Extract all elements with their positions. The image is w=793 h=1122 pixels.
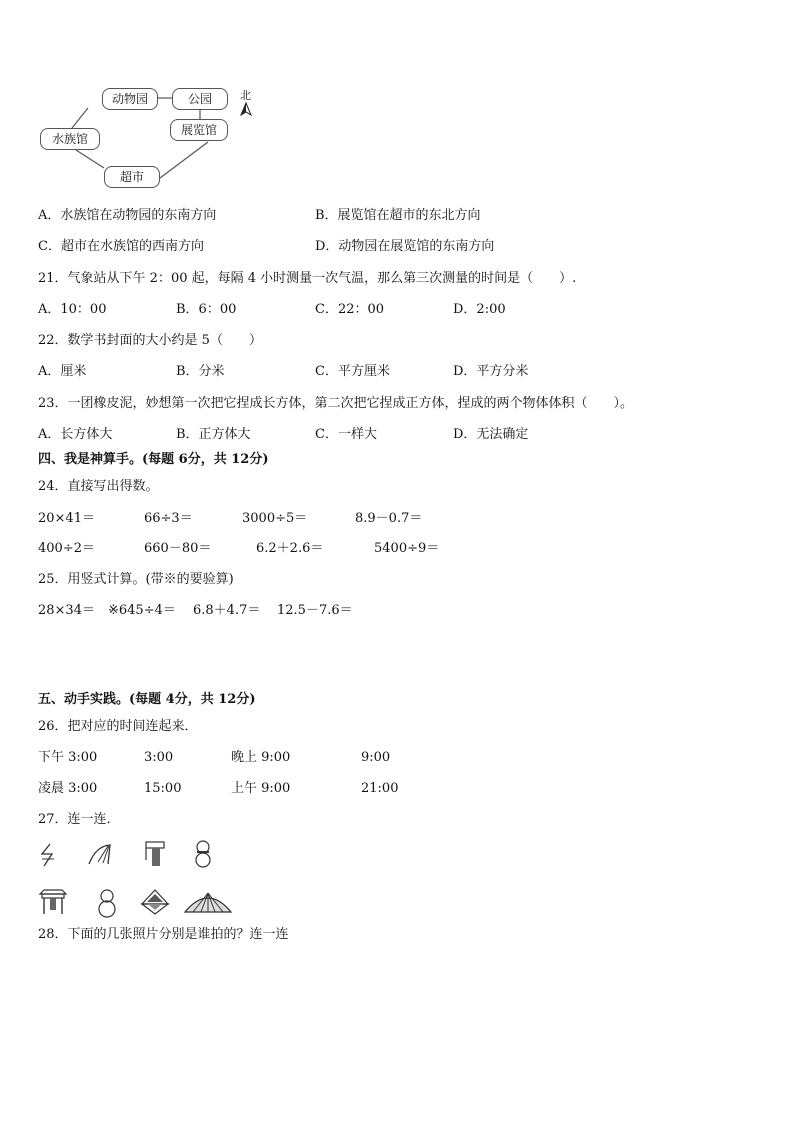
map-node-aquarium: 水族馆 — [40, 128, 100, 150]
q26-time: 下午 3:00 — [38, 750, 98, 765]
q21-option-b: B．6：00 — [176, 302, 237, 317]
table-front-view-icon — [38, 888, 68, 916]
q23-option-d: D．无法确定 — [453, 427, 529, 442]
map-node-park: 公园 — [172, 88, 228, 110]
section-4-title: 四、我是神算手。(每题 6分，共 12分) — [38, 452, 269, 467]
q21-option-c: C．22：00 — [315, 302, 385, 317]
q26-time: 凌晨 3:00 — [38, 781, 98, 796]
triangle-pattern-icon — [140, 888, 170, 916]
q20-option-a: A．水族馆在动物园的东南方向 — [38, 208, 217, 223]
section-5-title: 五、动手实践。(每题 4分，共 12分) — [38, 692, 256, 707]
q24-stem: 24．直接写出得数。 — [38, 479, 159, 494]
q20-option-d: D．动物园在展览馆的东南方向 — [315, 239, 495, 254]
snowman-side-view-icon — [194, 838, 212, 870]
q24-item: 8.9－0.7＝ — [355, 511, 423, 526]
umbrella-side-view-icon — [86, 842, 114, 868]
q22-option-a: A．厘米 — [38, 364, 87, 379]
q26-time: 9:00 — [361, 750, 391, 765]
map-node-exhibition: 展览馆 — [170, 119, 228, 141]
q22-option-b: B．分米 — [176, 364, 225, 379]
q24-item: 6.2＋2.6＝ — [256, 541, 324, 556]
q25-item: 28×34＝ — [38, 603, 95, 618]
q21-option-a: A．10：00 — [38, 302, 107, 317]
q24-item: 20×41＝ — [38, 511, 95, 526]
q24-item: 3000÷5＝ — [242, 511, 308, 526]
q25-item: ※645÷4＝ — [108, 603, 176, 618]
q25-item: 6.8＋4.7＝ — [193, 603, 261, 618]
q27-stem: 27．连一连． — [38, 812, 120, 827]
q28-stem: 28．下面的几张照片分别是谁拍的？连一连 — [38, 927, 289, 942]
q23-stem: 23．一团橡皮泥，妙想第一次把它捏成长方体，第二次把它捏成正方体，捏成的两个物体体积（ ）。 — [38, 396, 634, 411]
snowman-front-view-icon — [96, 888, 118, 918]
q25-stem: 25．用竖式计算。(带※的要验算) — [38, 572, 234, 587]
q23-option-a: A．长方体大 — [38, 427, 113, 442]
q26-time: 21:00 — [361, 781, 399, 796]
q23-option-c: C．一样大 — [315, 427, 377, 442]
map-node-zoo: 动物园 — [102, 88, 158, 110]
q26-time: 晚上 9:00 — [231, 750, 291, 765]
q20-option-b: B．展览馆在超市的东北方向 — [315, 208, 481, 223]
north-label: 北 — [240, 89, 251, 102]
q23-option-b: B．正方体大 — [176, 427, 251, 442]
lightning-side-view-icon — [38, 842, 58, 868]
q26-time: 上午 9:00 — [231, 781, 291, 796]
table-side-view-icon — [144, 840, 166, 870]
q20-option-c: C．超市在水族馆的西南方向 — [38, 239, 204, 254]
q24-item: 66÷3＝ — [144, 511, 193, 526]
q24-item: 400÷2＝ — [38, 541, 95, 556]
q22-stem: 22．数学书封面的大小约是 5（ ） — [38, 333, 262, 348]
q22-option-c: C．平方厘米 — [315, 364, 390, 379]
q24-item: 660－80＝ — [144, 541, 212, 556]
q26-time: 15:00 — [144, 781, 182, 796]
map-node-supermarket: 超市 — [104, 166, 160, 188]
north-arrow-icon — [240, 102, 252, 116]
q24-item: 5400÷9＝ — [374, 541, 440, 556]
q21-stem: 21．气象站从下午 2：00 起，每隔 4 小时测量一次气温，那么第三次测量的时间是（ ）. — [38, 271, 577, 286]
q26-time: 3:00 — [144, 750, 174, 765]
q25-item: 12.5－7.6＝ — [277, 603, 353, 618]
q22-option-d: D．平方分米 — [453, 364, 529, 379]
q26-stem: 26．把对应的时间连起来． — [38, 719, 198, 734]
q21-option-d: D．2:00 — [453, 302, 506, 317]
umbrella-front-view-icon — [183, 890, 233, 916]
